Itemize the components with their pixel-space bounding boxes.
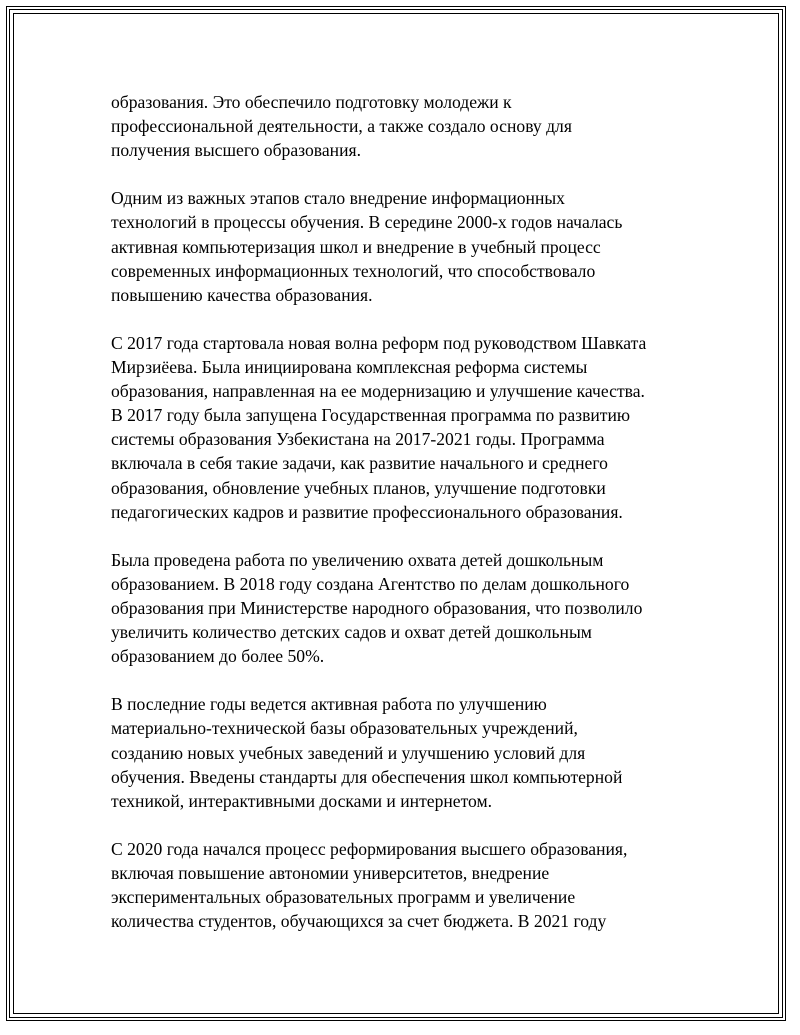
text-line: активная компьютеризация школ и внедрение в учебный процесс bbox=[111, 236, 601, 257]
text-line: С 2017 года стартовала новая волна реформ под руководством Шавката bbox=[111, 332, 647, 353]
text-line: техникой, интерактивными досками и интернетом. bbox=[111, 790, 493, 811]
text-line: В последние годы ведется активная работа по улучшению bbox=[111, 694, 547, 715]
text-line: Мирзиёева. Была инициирована комплексная реформа системы bbox=[111, 357, 588, 378]
text-line: системы образования Узбекистана на 2017-2021 годы. Программа bbox=[111, 429, 605, 450]
text-line: материально-технической базы образовательных учреждений, bbox=[111, 718, 578, 739]
text-line: образования при Министерстве народного образования, что позволило bbox=[111, 597, 643, 618]
text-line: В 2017 году была запущена Государственная программа по развитию bbox=[111, 405, 631, 426]
text-line: образованием. В 2018 году создана Агентство по делам дошкольного bbox=[111, 573, 630, 594]
paragraph bbox=[111, 548, 711, 668]
paragraph bbox=[111, 331, 711, 524]
text-line: экспериментальных образовательных программ и увеличение bbox=[111, 887, 576, 908]
text-line: образования, направленная на ее модернизацию и улучшение качества. bbox=[111, 381, 645, 402]
text-line: созданию новых учебных заведений и улучшению условий для bbox=[111, 742, 586, 763]
text-line: профессиональной деятельности, а также создало основу для bbox=[111, 116, 572, 137]
text-line: Была проведена работа по увеличению охвата детей дошкольным bbox=[111, 549, 604, 570]
paragraph bbox=[111, 90, 711, 162]
text-line: повышению качества образования. bbox=[111, 284, 373, 305]
text-line: получения высшего образования. bbox=[111, 140, 362, 161]
text-line: образованием до более 50%. bbox=[111, 646, 325, 667]
text-line: образования. Это обеспечило подготовку молодежи к bbox=[111, 92, 512, 112]
paragraph bbox=[111, 692, 711, 812]
text-line: увеличить количество детских садов и охват детей дошкольным bbox=[111, 622, 592, 643]
text-line: включала в себя такие задачи, как развитие начального и среднего bbox=[111, 453, 608, 474]
paragraph bbox=[111, 837, 711, 933]
paragraph bbox=[111, 186, 711, 306]
text-line: включая повышение автономии университетов, внедрение bbox=[111, 863, 550, 883]
text-line: обучения. Введены стандарты для обеспечения школ компьютерной bbox=[111, 766, 623, 787]
text-line: количества студентов, обучающихся за счет бюджета. В 2021 году bbox=[111, 911, 607, 932]
text-line: педагогических кадров и развитие профессионального образования. bbox=[111, 501, 623, 522]
text-line: современных информационных технологий, что способствовало bbox=[111, 260, 596, 281]
text-line: С 2020 года начался процесс реформирования высшего образования, bbox=[111, 838, 628, 859]
text-line: технологий в процессы обучения. В середине 2000-х годов началась bbox=[111, 212, 623, 233]
text-line: образования, обновление учебных планов, улучшение подготовки bbox=[111, 477, 606, 498]
document-body bbox=[111, 90, 711, 957]
text-line: Одним из важных этапов стало внедрение информационных bbox=[111, 188, 565, 209]
